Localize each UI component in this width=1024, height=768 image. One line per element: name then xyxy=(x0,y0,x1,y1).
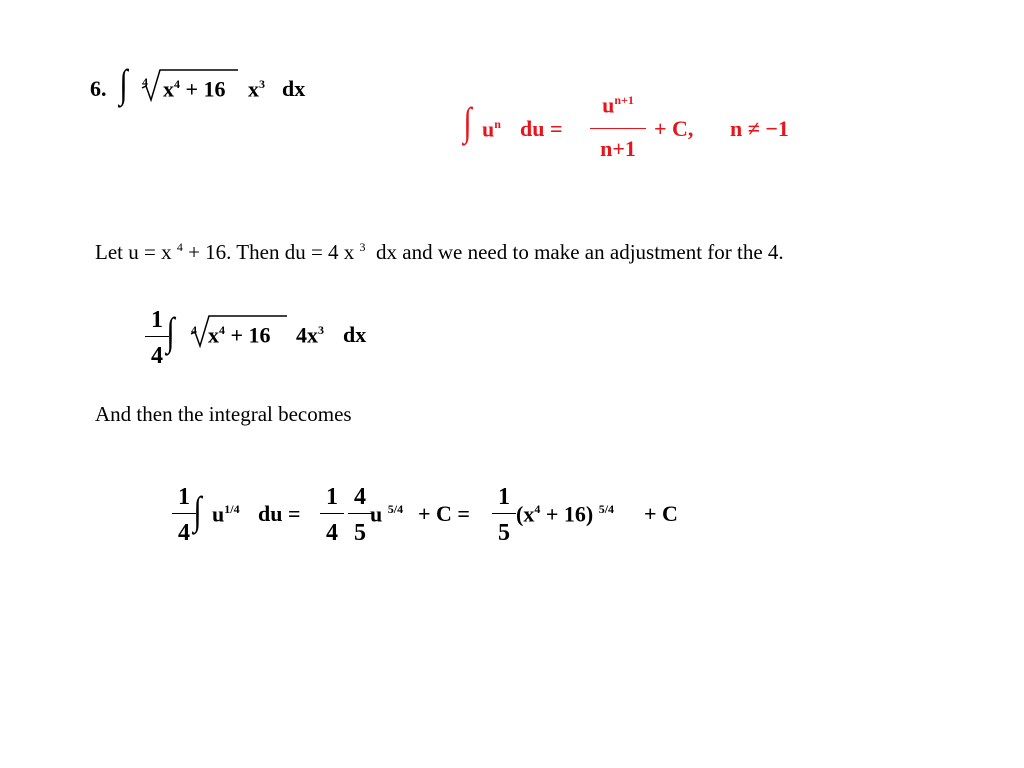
factor-exponent: 3 xyxy=(259,77,265,91)
outer-exponent: 5/4 xyxy=(598,502,615,516)
radicand-base: x xyxy=(163,76,174,102)
sentence-exponent-2: 3 xyxy=(359,240,366,254)
fraction-numerator: 1 xyxy=(498,484,510,510)
u-base: u xyxy=(370,501,383,527)
condition: n ≠ −1 xyxy=(730,116,789,141)
integral-sign: ∫ xyxy=(166,309,175,354)
final-constant: + C xyxy=(644,501,678,526)
fraction-denominator: 5 xyxy=(498,520,510,546)
fraction-4-5 xyxy=(348,485,372,545)
plus-constant: + C, xyxy=(654,116,694,141)
adjusted-integral xyxy=(145,306,385,368)
fraction-denominator: 4 xyxy=(178,520,190,546)
integral-sign: ∫ xyxy=(193,488,202,533)
fraction-denominator: 4 xyxy=(151,343,163,369)
fraction-numerator: 4 xyxy=(354,484,366,510)
fraction-numerator: 1 xyxy=(326,484,338,510)
differential-equals: du = xyxy=(520,116,563,141)
radicand-constant: + 16 xyxy=(185,76,226,102)
integrand-base: u xyxy=(482,116,495,142)
sentence-part-2: + 16. Then du = 4 x xyxy=(188,240,355,264)
differential: dx xyxy=(343,322,367,347)
power-rule-fraction xyxy=(590,94,646,166)
integrand-base: u xyxy=(212,501,225,527)
differential: dx xyxy=(282,76,306,101)
power-rule-formula xyxy=(462,88,822,168)
radical-index: 4 xyxy=(142,75,148,89)
plus-c-equals: + C = xyxy=(418,501,470,526)
radicand-exponent: 4 xyxy=(219,323,225,337)
paren-rest: + 16) xyxy=(545,501,594,527)
integrand-exponent: n xyxy=(494,117,501,131)
factor-exponent: 3 xyxy=(318,323,324,337)
fraction-1-5 xyxy=(492,485,516,545)
radicand-base: x xyxy=(208,322,219,348)
fraction-denominator: 5 xyxy=(354,520,366,546)
fraction-denominator: 4 xyxy=(326,520,338,546)
paren-exponent: 4 xyxy=(534,502,541,516)
differential-equals: du = xyxy=(258,501,301,526)
u-exponent: 5/4 xyxy=(387,502,404,516)
fraction-numerator: 1 xyxy=(178,484,190,510)
denominator: n+1 xyxy=(600,136,636,161)
sentence-part-3: dx and we need to make an adjustment for the 4. xyxy=(376,240,784,264)
result-equation xyxy=(172,483,712,547)
radicand-exponent: 4 xyxy=(174,77,180,91)
radical-index: 4 xyxy=(191,323,197,337)
problem-number: 6. xyxy=(90,76,107,101)
sentence-exponent-1: 4 xyxy=(176,240,183,254)
fraction-1-4-b xyxy=(320,485,344,545)
radicand-constant: + 16 xyxy=(230,322,271,348)
integral-sign: ∫ xyxy=(119,61,128,106)
factor-base: x xyxy=(248,76,259,102)
numerator-exponent: n+1 xyxy=(614,93,634,107)
becomes-sentence: And then the integral becomes xyxy=(95,402,352,426)
sentence-part-1: Let u = x xyxy=(95,240,172,264)
fraction-numerator: 1 xyxy=(151,307,163,333)
integrand-exponent: 1/4 xyxy=(224,502,240,516)
paren-open: (x xyxy=(516,501,535,527)
substitution-sentence xyxy=(95,241,784,263)
factor: 4x xyxy=(296,322,318,348)
numerator-base: u xyxy=(602,92,615,118)
integral-sign: ∫ xyxy=(463,99,472,144)
